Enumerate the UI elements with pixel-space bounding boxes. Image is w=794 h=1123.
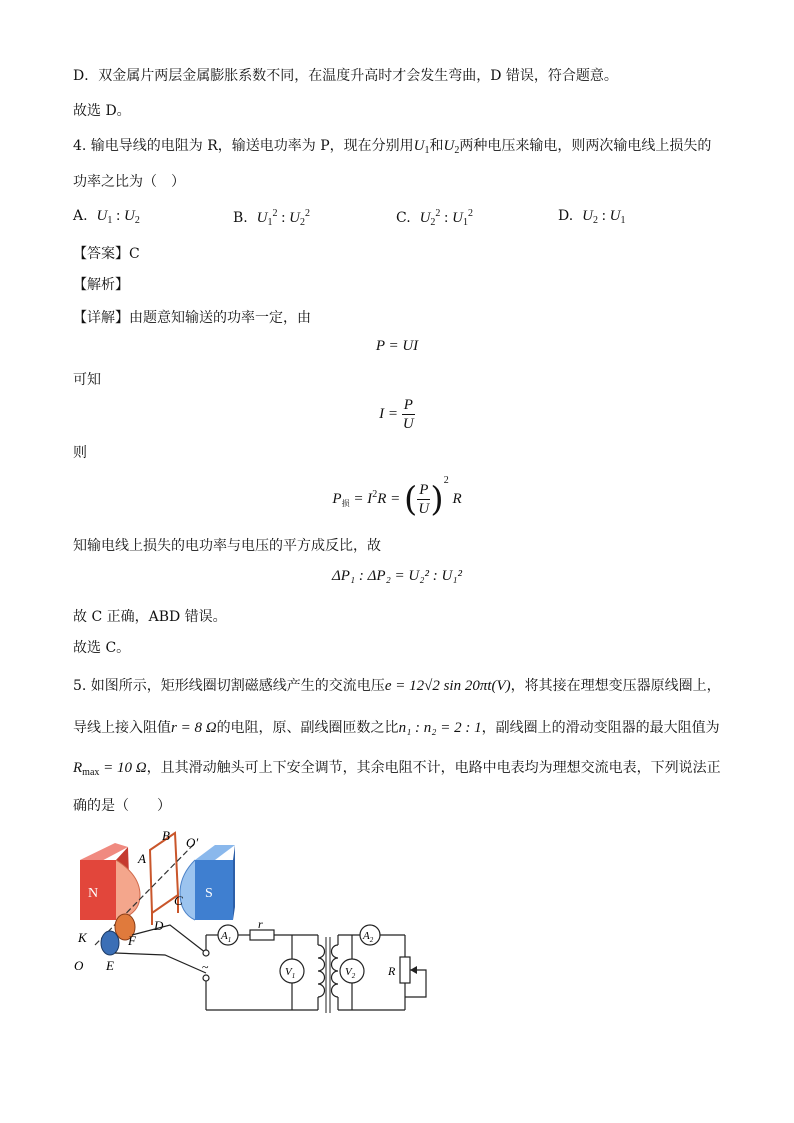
- label-N: N: [88, 886, 99, 901]
- meter-V2: $V_2$: [345, 966, 356, 980]
- q4-detail: 【详解】由题意知输送的功率一定，由: [73, 310, 311, 326]
- q4-eq4: ΔP₁ : ΔP₂ = U₂² : U₁²: [331, 568, 463, 584]
- q4-stem-line2: 功率之比为（ ）: [73, 174, 185, 190]
- q5-r-eq: r = 8 Ω: [171, 720, 217, 736]
- q4-answer: 【答案】C: [73, 246, 140, 262]
- q4-option-a: A. $U_1$ : $U_2$: [73, 208, 140, 226]
- coil: [150, 833, 178, 925]
- s-magnet: [180, 845, 235, 920]
- label-S: S: [205, 886, 213, 901]
- q5-rmax-eq: $R_{max} = 10$ Ω: [73, 760, 147, 778]
- q4-stem-part1: 4. 输电导线的电阻为 R，输送电功率为 P，现在分别用: [73, 138, 414, 154]
- q5-turns-eq: n₁ : n₂ = 2 : 1: [398, 720, 482, 736]
- label-F: F: [128, 933, 136, 948]
- q4-eq3: $P_损 = I^2R$ = ( $\frac{P}{U}$ )$^2$ R: [332, 475, 462, 520]
- label-E: E: [106, 958, 114, 973]
- q5-line2: 导线上接入阻值r = 8 Ω的电阻，原、副线圈匝数之比n₁ : n₂ = 2 : 1，副线圈上的滑动变阻器的最大阻值为: [73, 720, 720, 736]
- slider-arrow: [410, 966, 417, 974]
- wire-E: [115, 953, 206, 973]
- q4-stem-part2: 两种电压来输电，则两次输电线上损失的: [459, 138, 712, 154]
- q4-stem-line1: [73, 136, 711, 161]
- prev-option-d: D．双金属片两层金属膨胀系数不同，在温度升高时才会发生弯曲，D 错误，符合题意。: [73, 68, 618, 84]
- q4-eq2: I = $\frac{P}{U}$: [379, 397, 414, 432]
- n-magnet: [80, 843, 140, 920]
- q4-ze: 则: [73, 445, 87, 461]
- q4-choose: 故选 C。: [73, 640, 131, 656]
- slip-ring-K: [101, 931, 119, 955]
- q4-option-b: B. $U_1^2$ : $U_2^2$: [233, 208, 311, 228]
- q4-option-c: C. $U_2^2$ : $U_1^2$: [396, 208, 473, 228]
- q5-line3: $R_{max} = 10$ Ω，且其滑动触头可上下安全调节，其余电阻不计，电路中电表均为理想交流电表，下列说法正: [73, 760, 721, 778]
- label-K: K: [78, 930, 87, 945]
- q4-and: 和: [429, 138, 444, 154]
- wire-F: [132, 925, 206, 953]
- label-B: B: [162, 828, 170, 843]
- q4-u2: $U_2$: [443, 138, 460, 156]
- q5-line4: 确的是（ ）: [73, 798, 171, 814]
- q4-conclusion: 知输电线上损失的电功率与电压的平方成反比，故: [73, 538, 381, 554]
- q4-analysis: 【解析】: [73, 277, 129, 293]
- q4-u1: $U_1$: [413, 138, 430, 156]
- meter-A1: $A_1$: [221, 930, 232, 944]
- q5-line1: 5. 如图所示，矩形线圈切割磁感线产生的交流电压e = 12√2 sin 20πt(V)，将其接在理想变压器原线圈上，: [73, 678, 721, 694]
- generator-transformer-figure: [70, 825, 430, 1020]
- label-A: A: [138, 851, 146, 866]
- meter-V1: $V_1$: [285, 966, 296, 980]
- q4-result: 故 C 正确，ABD 错误。: [73, 609, 227, 625]
- q4-option-d: D. $U_2$ : $U_1$: [558, 208, 626, 226]
- prev-choose: 故选 D。: [73, 103, 131, 119]
- q5-voltage-eq: e = 12√2 sin 20πt(V): [384, 678, 511, 694]
- label-r: r: [258, 917, 263, 931]
- label-O-prime: O′: [186, 835, 199, 850]
- meter-A2: $A_2$: [363, 930, 374, 944]
- q4-eq1: P = UI: [375, 338, 419, 354]
- ac-symbol: ~: [202, 960, 209, 974]
- label-C: C: [174, 893, 183, 908]
- label-R: R: [388, 964, 396, 978]
- label-O: O: [74, 958, 84, 973]
- label-D: D: [154, 918, 164, 933]
- q4-kezhi: 可知: [73, 372, 101, 388]
